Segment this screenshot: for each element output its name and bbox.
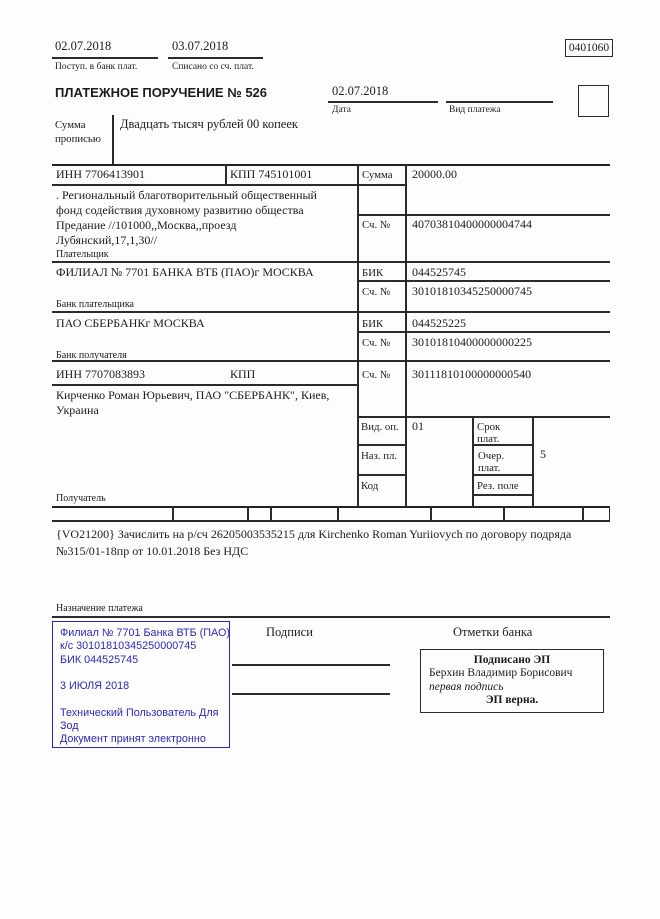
recipient-name-line: Украина [56, 403, 99, 417]
document-title: ПЛАТЕЖНОЕ ПОРУЧЕНИЕ № 526 [55, 85, 268, 100]
ep-signer-name: Берхин Владимир Борисович [429, 667, 573, 679]
payer-bank-name: ФИЛИАЛ № 7701 БАНКА ВТБ (ПАО)г МОСКВА [56, 265, 314, 279]
priority-label-1: Очер. [478, 450, 505, 462]
payment-type-label: Вид платежа [449, 105, 501, 115]
signatures-label: Подписи [266, 625, 313, 639]
recipient-bank-account-label: Сч. № [362, 337, 391, 349]
table-border-line [472, 494, 532, 496]
payer-name-line: Лубянский,17,1,30// [56, 233, 158, 247]
recipient-name-line: Кирченко Роман Юрьевич, ПАО "СБЕРБАНК", Киев, [56, 388, 330, 402]
form-code-box [565, 39, 613, 57]
bank-stamp-box [52, 621, 230, 748]
payer-name-line: фонд содействия духовному развитию общества [56, 203, 304, 217]
table-border-line [52, 164, 610, 166]
table-border-line [52, 520, 610, 522]
stamp-line: 3 ИЮЛЯ 2018 [60, 680, 130, 693]
purpose-line-2: №315/01-18пр от 10.01.2018 Без НДС [56, 544, 249, 558]
table-border-line [532, 416, 534, 507]
strip-divider [172, 506, 174, 521]
payer-bank-bik-label: БИК [362, 267, 384, 279]
code-label: Код [361, 480, 379, 492]
amount-words-label-2: прописью [55, 133, 101, 145]
payment-type-box [578, 85, 609, 117]
recipient-bank-account: 30101810400000000225 [412, 335, 532, 349]
stamp-line: БИК 044525745 [60, 653, 139, 666]
date-underline [328, 101, 438, 103]
strip-divider [609, 506, 611, 521]
payer-kpp: КПП 745101001 [230, 167, 313, 181]
sum-label: Сумма [362, 169, 393, 181]
pay-term-label-1: Срок [477, 421, 501, 433]
payer-bank-account-label: Сч. № [362, 286, 391, 298]
table-border-line [357, 444, 406, 446]
table-border-line [472, 416, 474, 507]
table-border-line [357, 474, 406, 476]
payer-label: Плательщик [56, 249, 109, 260]
recipient-bank-bik: 044525225 [412, 316, 466, 330]
recipient-account-label: Сч. № [362, 369, 391, 381]
ep-signature-type: первая подпись [429, 680, 504, 693]
table-border-line [52, 311, 610, 313]
table-border-line [52, 360, 610, 362]
payer-bank-label: Банк плательщика [56, 299, 134, 310]
signature-line [232, 664, 390, 666]
strip-divider [270, 506, 272, 521]
payer-account-label: Сч. № [362, 219, 391, 231]
debited-date-label: Списано со сч. плат. [172, 62, 254, 72]
reserve-field-label: Рез. поле [477, 480, 519, 492]
document-date: 02.07.2018 [332, 84, 389, 98]
stamp-line: к/с 30101810345250000745 [60, 640, 197, 653]
recipient-inn: ИНН 7707083893 [56, 367, 145, 381]
payer-bank-account: 30101810345250000745 [412, 284, 532, 298]
purpose-label: Назначение платежа [56, 603, 143, 614]
strip-divider [247, 506, 249, 521]
table-border-line [357, 214, 610, 216]
recipient-bank-name: ПАО СБЕРБАНКг МОСКВА [56, 316, 205, 330]
received-date-underline [52, 57, 158, 59]
received-date-label: Поступ. в банк плат. [55, 62, 138, 72]
op-type-value: 01 [412, 419, 424, 433]
table-border-line [357, 331, 610, 333]
priority-label-2: плат. [478, 462, 501, 474]
recipient-kpp-label: КПП [230, 367, 256, 381]
op-type-label: Вид. оп. [361, 421, 399, 433]
table-border-line [225, 164, 227, 185]
amount-words-divider [112, 115, 114, 165]
strip-divider [337, 506, 339, 521]
payment-type-underline [446, 101, 553, 103]
stamp-line: Филиал № 7701 Банка ВТБ (ПАО) [60, 627, 230, 639]
table-border-line [52, 184, 405, 186]
stamp-line: Зод [60, 720, 79, 733]
table-border-line [405, 164, 407, 507]
payer-account: 40703810400000004744 [412, 217, 532, 231]
table-border-line [52, 261, 610, 263]
amount-words-value: Двадцать тысяч рублей 00 копеек [120, 117, 298, 131]
stamp-line: Технический Пользователь Для [60, 706, 219, 719]
signature-line [232, 693, 390, 695]
payer-bank-bik: 044525745 [412, 265, 466, 279]
stamp-line [60, 693, 229, 706]
table-border-line [357, 416, 610, 418]
ep-verified: ЭП верна. [485, 694, 539, 706]
pay-term-label-2: плат. [477, 433, 500, 445]
strip-divider [582, 506, 584, 521]
payer-name-line: . Региональный благотворительный общественный [56, 188, 317, 202]
table-border-line [357, 280, 610, 282]
priority-value: 5 [540, 447, 546, 461]
purpose-line-1: {VO21200} Зачислить на р/сч 26205003535215 для Kirchenko Roman Yuriiovych по договору подряда [56, 527, 572, 541]
recipient-label: Получатель [56, 493, 106, 504]
bank-marks-label: Отметки банка [453, 625, 533, 639]
amount-words-label-1: Сумма [55, 119, 86, 131]
debited-date-underline [168, 57, 263, 59]
purpose-code-label: Наз. пл. [361, 450, 398, 462]
received-date: 02.07.2018 [55, 39, 112, 53]
payer-inn: ИНН 7706413901 [56, 167, 145, 181]
table-border-line [52, 506, 610, 508]
strip-divider [430, 506, 432, 521]
sum-value: 20000.00 [412, 167, 457, 181]
recipient-bank-label: Банк получателя [56, 350, 127, 361]
strip-divider [503, 506, 505, 521]
table-border-line [357, 164, 359, 507]
recipient-bank-bik-label: БИК [362, 318, 384, 330]
recipient-account: 30111810100000000540 [412, 367, 532, 381]
stamp-line [60, 667, 229, 680]
form-code: 0401060 [568, 42, 610, 54]
debited-date: 03.07.2018 [172, 39, 229, 53]
table-border-line [472, 474, 532, 476]
date-label: Дата [332, 105, 351, 115]
payer-name-line: Предание //101000,,Москва,,проезд [56, 218, 237, 232]
table-border-line [52, 384, 357, 386]
purpose-underline [52, 616, 610, 618]
electronic-signature-box [420, 649, 604, 713]
stamp-line: Документ принят электронно [60, 733, 206, 746]
ep-title: Подписано ЭП [473, 654, 551, 666]
